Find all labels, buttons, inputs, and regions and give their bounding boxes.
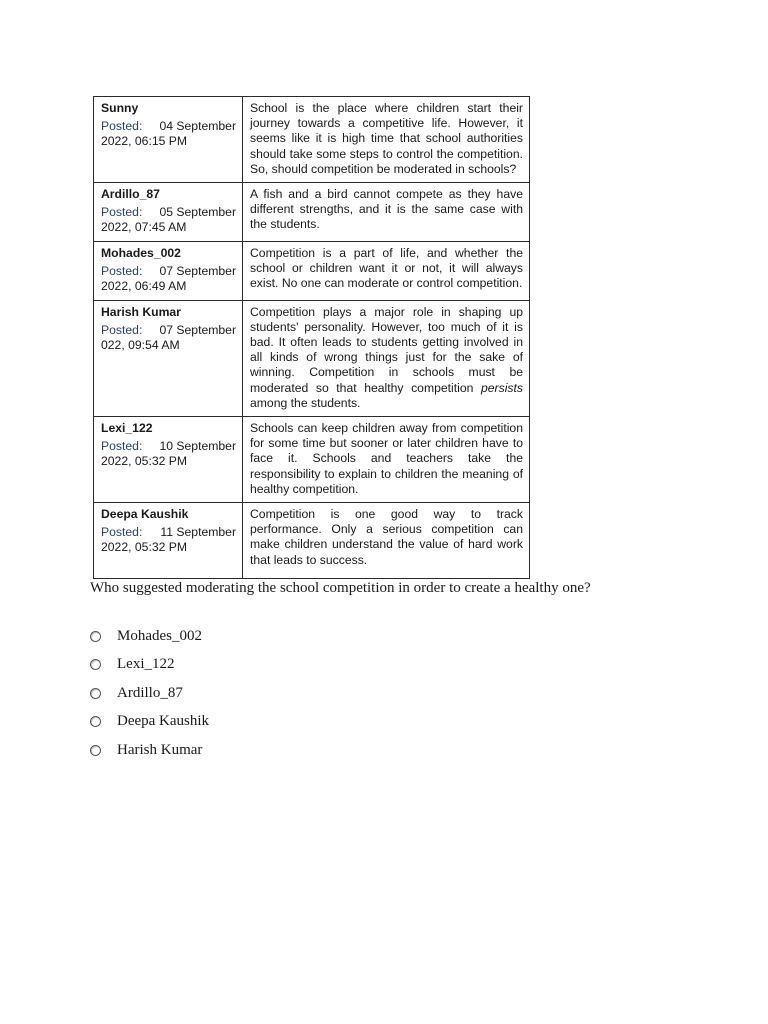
posted-label: Posted: <box>101 263 143 278</box>
answer-option[interactable] <box>90 651 209 680</box>
author-cell <box>94 417 243 503</box>
option-label: Lexi_122 <box>117 656 175 673</box>
radio-button-icon[interactable] <box>90 716 101 727</box>
comment-cell: Competition is one good way to track performance. Only a serious competition can make children understand the value of hard work that leads to success. <box>243 503 530 579</box>
author-cell <box>94 97 243 183</box>
comment-emphasis: persists <box>481 380 523 395</box>
author-cell <box>94 241 243 300</box>
radio-button-icon[interactable] <box>90 659 101 670</box>
author-cell <box>94 300 243 416</box>
posted-time: 2022, 07:45 AM <box>101 220 187 235</box>
posted-time: 2022, 06:15 PM <box>101 134 188 149</box>
comment-cell: School is the place where children start their journey towards a competitive life. However, it seems like it is high time that school authorities should take some steps to control the competition. So, should competition be moderated in schools? <box>243 97 530 183</box>
comment-text: Competition plays a major role in shaping up students' personality. However, too much of it is bad. It often leads to students getting involved in all kinds of wrong things just for the sake of winning. Competition in schools must be moderated so that healthy competition <box>250 304 523 395</box>
answer-option[interactable] <box>90 736 209 765</box>
comment-cell <box>243 300 530 416</box>
author-name: Sunny <box>101 101 139 115</box>
posted-time: 2022, 05:32 PM <box>101 454 188 469</box>
radio-button-icon[interactable] <box>90 745 101 756</box>
option-label: Deepa Kaushik <box>117 713 210 730</box>
posted-line <box>101 205 236 220</box>
option-label: Ardillo_87 <box>117 684 183 701</box>
option-label: Harish Kumar <box>117 741 203 758</box>
posted-time: 022, 09:54 AM <box>101 338 180 353</box>
table-row <box>94 183 530 242</box>
table-row <box>94 503 530 579</box>
posted-date: 10 September <box>159 439 236 454</box>
radio-button-icon[interactable] <box>90 631 101 642</box>
option-label: Mohades_002 <box>117 627 202 644</box>
posted-label: Posted: <box>101 205 143 220</box>
posted-time: 2022, 05:32 PM <box>101 540 188 555</box>
posted-date: 07 September <box>159 322 236 337</box>
answer-option[interactable] <box>90 622 209 651</box>
posted-line <box>101 323 236 338</box>
posted-line <box>101 525 236 540</box>
author-name: Ardillo_87 <box>101 187 160 202</box>
table-row <box>94 417 530 503</box>
author-name: Mohades_002 <box>101 245 181 260</box>
comment-cell: A fish and a bird cannot compete as they have different strengths, and it is the same case with the students. <box>243 183 530 242</box>
posted-date: 11 September <box>160 525 236 540</box>
comment-text: among the students. <box>250 395 361 410</box>
posted-label: Posted: <box>101 119 143 134</box>
question-text: Who suggested moderating the school competition in order to create a healthy one? <box>90 580 591 596</box>
posted-line <box>101 264 236 279</box>
posted-date: 07 September <box>159 263 236 278</box>
answer-options <box>90 622 209 765</box>
posted-label: Posted: <box>101 322 143 337</box>
author-cell <box>94 183 243 242</box>
posted-date: 05 September <box>159 205 236 220</box>
table-row <box>94 97 530 183</box>
answer-option[interactable] <box>90 679 209 708</box>
radio-button-icon[interactable] <box>90 688 101 699</box>
author-name: Lexi_122 <box>101 421 153 436</box>
author-cell <box>94 503 243 579</box>
posted-line <box>101 119 236 134</box>
posted-label: Posted: <box>101 525 143 540</box>
posted-line <box>101 439 236 454</box>
author-name: Harish Kumar <box>101 304 181 319</box>
comment-cell: Competition is a part of life, and whether the school or children want it or not, it will always exist. No one can moderate or control competition. <box>243 241 530 300</box>
comment-cell: Schools can keep children away from competition for some time but sooner or later children have to face it. Schools and teachers take the responsibility to explain to children the meaning of healthy competition. <box>243 417 530 503</box>
author-name: Deepa Kaushik <box>101 507 189 522</box>
table-row <box>94 241 530 300</box>
posted-time: 2022, 06:49 AM <box>101 279 187 294</box>
table-row <box>94 300 530 416</box>
answer-option[interactable] <box>90 708 209 737</box>
forum-table <box>93 96 530 579</box>
posted-label: Posted: <box>101 439 143 454</box>
posted-date: 04 September <box>159 119 236 134</box>
